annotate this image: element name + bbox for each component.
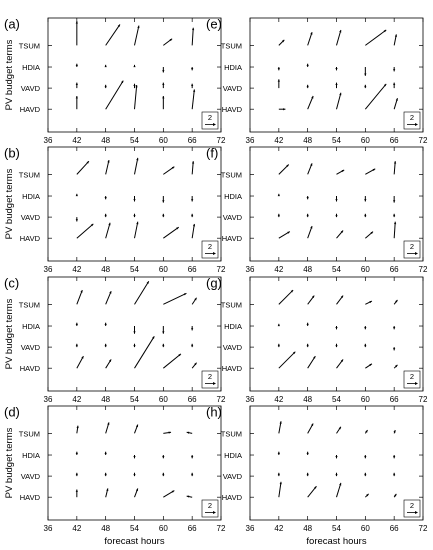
x-axis-title: forecast hours (306, 536, 367, 547)
x-tick-label: 60 (158, 524, 168, 533)
x-tick-label: 42 (72, 524, 82, 533)
x-tick-label: 36 (245, 265, 255, 274)
y-category-label: HAVD (221, 234, 242, 244)
y-category-label: TSUM (18, 429, 40, 439)
reference-vector-label: 2 (409, 501, 415, 510)
y-category-label: HAVD (19, 234, 40, 244)
x-tick-label: 72 (216, 524, 226, 533)
y-axis-title: PV budget terms (4, 298, 15, 370)
x-tick-label: 36 (245, 136, 255, 145)
y-category-label: VAVD (20, 472, 40, 482)
plot-frame (48, 18, 221, 132)
y-category-label: HDIA (22, 192, 40, 202)
x-tick-label: 48 (303, 136, 313, 145)
panel-f (206, 146, 428, 274)
plot-frame (48, 277, 221, 391)
panel-label: (h) (206, 404, 222, 420)
x-tick-label: 60 (158, 265, 168, 274)
y-category-label: HAVD (19, 493, 40, 503)
y-category-label: VAVD (20, 343, 40, 353)
x-tick-label: 54 (130, 265, 139, 274)
reference-vector (404, 371, 420, 388)
y-category-label: HAVD (221, 493, 242, 503)
x-tick-label: 42 (274, 265, 284, 274)
y-category-label: VAVD (222, 84, 242, 94)
x-tick-label: 54 (332, 136, 341, 145)
y-category-label: HDIA (224, 451, 242, 461)
x-tick-label: 42 (72, 395, 82, 404)
panel-e (206, 17, 428, 145)
y-axis-title: PV budget terms (4, 168, 15, 240)
y-category-label: TSUM (220, 41, 242, 51)
y-category-label: TSUM (18, 41, 40, 51)
x-tick-label: 60 (158, 136, 168, 145)
figure-panels (4, 17, 428, 547)
y-category-label: HAVD (19, 364, 40, 374)
y-category-label: HDIA (224, 63, 242, 73)
reference-vector-label: 2 (207, 113, 213, 122)
panel-label: (e) (206, 16, 222, 32)
x-tick-label: 72 (216, 136, 226, 145)
x-tick-label: 48 (101, 265, 111, 274)
x-tick-label: 72 (216, 395, 226, 404)
y-category-label: VAVD (20, 213, 40, 223)
reference-vector-label: 2 (409, 113, 415, 122)
x-tick-label: 36 (43, 524, 53, 533)
y-category-label: TSUM (220, 170, 242, 180)
plot-frame (250, 277, 423, 391)
panel-h (206, 405, 428, 547)
y-category-label: HAVD (19, 105, 40, 115)
x-tick-label: 66 (187, 524, 197, 533)
x-tick-label: 72 (216, 265, 226, 274)
x-tick-label: 42 (274, 524, 284, 533)
reference-vector-label: 2 (207, 372, 213, 381)
x-tick-label: 66 (389, 395, 399, 404)
panel-a (4, 17, 226, 145)
x-tick-label: 60 (158, 395, 168, 404)
x-tick-label: 48 (101, 395, 111, 404)
y-category-label: HDIA (22, 451, 40, 461)
y-category-label: TSUM (18, 170, 40, 180)
plot-frame (250, 18, 423, 132)
y-category-label: TSUM (220, 429, 242, 439)
x-tick-label: 36 (245, 524, 255, 533)
reference-vector (202, 241, 218, 258)
y-category-label: VAVD (222, 343, 242, 353)
y-axis-title: PV budget terms (4, 427, 15, 499)
x-tick-label: 72 (418, 136, 428, 145)
x-tick-label: 42 (72, 136, 82, 145)
y-category-label: HDIA (22, 63, 40, 73)
x-tick-label: 42 (72, 265, 82, 274)
x-tick-label: 42 (274, 136, 284, 145)
y-category-label: HDIA (22, 322, 40, 332)
reference-vector (202, 371, 218, 388)
x-tick-label: 72 (418, 265, 428, 274)
panel-label: (d) (4, 404, 20, 420)
x-tick-label: 54 (332, 395, 341, 404)
x-tick-label: 66 (389, 265, 399, 274)
x-tick-label: 66 (389, 136, 399, 145)
x-tick-label: 66 (187, 265, 197, 274)
x-tick-label: 36 (245, 395, 255, 404)
x-tick-label: 60 (360, 265, 370, 274)
panel-g (206, 276, 428, 404)
x-tick-label: 54 (130, 524, 139, 533)
x-tick-label: 60 (360, 524, 370, 533)
x-tick-label: 60 (360, 395, 370, 404)
y-category-label: HDIA (224, 322, 242, 332)
panel-label: (c) (4, 275, 20, 291)
x-tick-label: 48 (101, 136, 111, 145)
x-tick-label: 54 (130, 136, 139, 145)
reference-vector-label: 2 (409, 372, 415, 381)
x-tick-label: 48 (303, 524, 313, 533)
x-tick-label: 66 (187, 136, 197, 145)
panel-label: (g) (206, 275, 222, 291)
reference-vector (202, 500, 218, 517)
reference-vector (404, 112, 420, 129)
y-category-label: HAVD (221, 364, 242, 374)
x-tick-label: 48 (303, 395, 313, 404)
panel-c (4, 276, 226, 404)
x-tick-label: 54 (332, 524, 341, 533)
y-category-label: TSUM (18, 300, 40, 310)
x-tick-label: 36 (43, 136, 53, 145)
panel-label: (f) (206, 145, 219, 161)
x-tick-label: 66 (389, 524, 399, 533)
x-tick-label: 66 (187, 395, 197, 404)
x-tick-label: 42 (274, 395, 284, 404)
panel-label: (a) (4, 16, 20, 32)
x-tick-label: 36 (43, 395, 53, 404)
y-category-label: TSUM (220, 300, 242, 310)
reference-vector (404, 241, 420, 258)
y-category-label: VAVD (222, 472, 242, 482)
x-tick-label: 54 (332, 265, 341, 274)
x-axis-title: forecast hours (104, 536, 165, 547)
panel-b (4, 146, 226, 274)
y-category-label: VAVD (20, 84, 40, 94)
x-tick-label: 48 (303, 265, 313, 274)
reference-vector-label: 2 (409, 242, 415, 251)
x-tick-label: 72 (418, 395, 428, 404)
y-category-label: HDIA (224, 192, 242, 202)
reference-vector (404, 500, 420, 517)
reference-vector-label: 2 (207, 242, 213, 251)
plot-frame (250, 406, 423, 520)
plot-frame (48, 147, 221, 261)
plot-frame (250, 147, 423, 261)
y-category-label: VAVD (222, 213, 242, 223)
x-tick-label: 36 (43, 265, 53, 274)
x-tick-label: 48 (101, 524, 111, 533)
plot-frame (48, 406, 221, 520)
reference-vector-label: 2 (207, 501, 213, 510)
y-category-label: HAVD (221, 105, 242, 115)
y-axis-title: PV budget terms (4, 39, 15, 111)
panel-d (4, 405, 226, 547)
x-tick-label: 60 (360, 136, 370, 145)
x-tick-label: 72 (418, 524, 428, 533)
reference-vector (202, 112, 218, 129)
panel-label: (b) (4, 145, 20, 161)
x-tick-label: 54 (130, 395, 139, 404)
